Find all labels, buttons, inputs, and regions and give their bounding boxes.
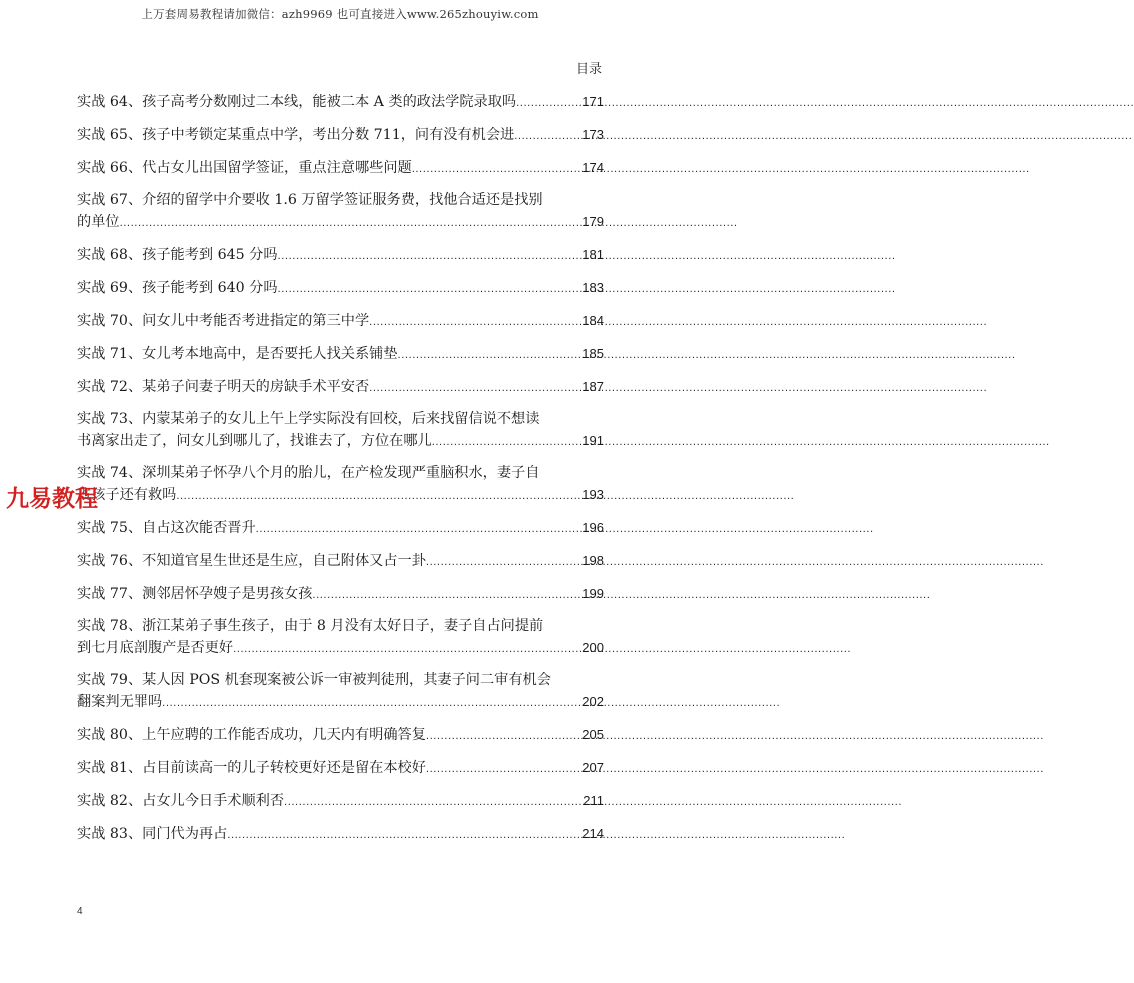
toc-entry[interactable] [77,190,604,232]
toc-entry-page-number: 171 [582,94,604,109]
toc-entry-title-line: 到七月底剖腹产是否更好 [77,640,234,656]
toc-entry-title-line: 实战 72、某弟子问妻子明天的房缺手术平安否 [77,379,370,395]
toc-entry[interactable] [77,583,604,604]
page-number: 4 [77,906,83,917]
toc-entry-page-number: 183 [582,280,604,295]
toc-entry-title-line: 实战 70、问女儿中考能否考进指定的第三中学 [77,313,370,329]
toc-entry-title-line: 实战 76、不知道官星生世还是生应，自己附体又占一卦 [77,553,426,569]
toc-entry-title-line: 实战 65、孩子中考锁定某重点中学，考出分数 711，问有没有机会进 [77,127,515,143]
toc-entry-title-line: 实战 75、自占这次能否晋升 [77,520,256,536]
toc-entry[interactable] [77,244,604,265]
running-header: 目录 [575,62,602,77]
dot-leader [426,552,582,573]
toc-entry-page-number: 211 [583,793,604,808]
dot-leader [398,345,583,366]
watermark-banner: 上万套周易教程请加微信：azh9969 也可直接进入www.265zhouyiw.com [141,7,539,21]
toc-entry[interactable] [77,91,604,112]
toc-entry-title-line: 实战 77、测邻居怀孕嫂子是男孩女孩 [77,586,313,602]
dot-leader [426,726,582,747]
dot-leader [412,159,583,180]
toc-entry-page-number: 184 [582,313,604,328]
toc-entry[interactable] [77,157,604,178]
toc-entry[interactable] [77,463,604,505]
toc-entry-title-line: 实战 79、某人因 POS 机套现案被公诉一审被判徒刑，其妻子问二审有机会 [77,672,551,688]
toc-entry-title-line: 实战 73、内蒙某弟子的女儿上午上学实际没有回校，后来找留信说不想读 [77,411,540,427]
dot-leader [312,585,582,606]
dot-leader [278,279,583,300]
toc-entry-page-number: 202 [582,694,604,709]
toc-entry-page-number: 205 [582,727,604,742]
dot-leader [514,126,582,147]
dot-leader [120,213,583,234]
toc-entry-title-line: 实战 78、浙江某弟子事生孩子，由于 8 月没有太好日子，妻子自占问提前 [77,618,544,634]
dot-leader [278,246,583,267]
toc-entry-title-line: 实战 66、代占女儿出国留学签证，重点注意哪些问题 [77,160,412,176]
toc-entry[interactable] [77,517,604,538]
dot-leader [162,693,582,714]
dot-leader [369,378,582,399]
dot-leader [432,432,583,453]
toc-entry[interactable] [77,124,604,145]
toc-entry-title-line: 实战 83、同门代为再占 [77,826,228,842]
dot-leader [227,825,582,846]
toc-entry-title-line: 书离家出走了，问女儿到哪儿了，找谁去了，方位在哪儿 [77,433,432,449]
toc-entry[interactable] [77,409,604,451]
dot-leader [256,519,583,540]
logo-watermark: 九易教程 [6,486,98,512]
toc-entry-title-line: 占孩子还有救吗 [77,487,177,503]
toc-entry-page-number: 179 [582,214,604,229]
toc-entry[interactable] [77,757,604,778]
toc-entry-title-line: 实战 64、孩子高考分数刚过二本线，能被二本 A 类的政法学院录取吗 [77,94,517,110]
toc-entry-page-number: 185 [582,346,604,361]
toc-entry[interactable] [77,550,604,571]
toc-entry-page-number: 193 [582,487,604,502]
table-of-contents [77,91,604,856]
toc-entry-page-number: 181 [582,247,604,262]
dot-leader [233,639,582,660]
toc-entry-page-number: 207 [582,760,604,775]
toc-entry-page-number: 199 [582,586,604,601]
toc-entry-title-line: 实战 82、占女儿今日手术顺利否 [77,793,285,809]
toc-entry[interactable] [77,724,604,745]
toc-entry-title-line: 实战 67、介绍的留学中介要收 1.6 万留学签证服务费，找他合适还是找别 [77,192,543,208]
toc-entry-title-line: 翻案判无罪吗 [77,694,163,710]
toc-entry-page-number: 200 [582,640,604,655]
toc-entry-page-number: 187 [582,379,604,394]
toc-entry[interactable] [77,616,604,658]
toc-entry[interactable] [77,277,604,298]
toc-entry[interactable] [77,823,604,844]
toc-entry-title-line: 实战 69、孩子能考到 640 分吗 [77,280,278,296]
toc-entry-title-line: 实战 74、深圳某弟子怀孕八个月的胎儿，在产检发现严重脑积水，妻子自 [77,465,540,481]
toc-entry-page-number: 196 [582,520,604,535]
dot-leader [176,486,582,507]
toc-entry-page-number: 198 [582,553,604,568]
toc-entry-title-line: 实战 71、女儿考本地高中，是否要托人找关系铺垫 [77,346,398,362]
toc-entry-page-number: 214 [582,826,604,841]
toc-entry[interactable] [77,376,604,397]
toc-entry[interactable] [77,343,604,364]
dot-leader [369,312,582,333]
toc-entry[interactable] [77,310,604,331]
toc-entry-title-line: 实战 80、上午应聘的工作能否成功，几天内有明确答复 [77,727,426,743]
toc-entry[interactable] [77,670,604,712]
toc-entry-title-line: 实战 68、孩子能考到 645 分吗 [77,247,278,263]
toc-entry-title-line: 的单位 [77,214,120,230]
toc-entry-page-number: 174 [582,160,604,175]
dot-leader [516,93,582,114]
toc-entry[interactable] [77,790,604,811]
dot-leader [284,792,583,813]
dot-leader [426,759,582,780]
toc-entry-page-number: 191 [582,433,604,448]
toc-entry-title-line: 实战 81、占目前读高一的儿子转校更好还是留在本校好 [77,760,426,776]
toc-entry-page-number: 173 [582,127,604,142]
